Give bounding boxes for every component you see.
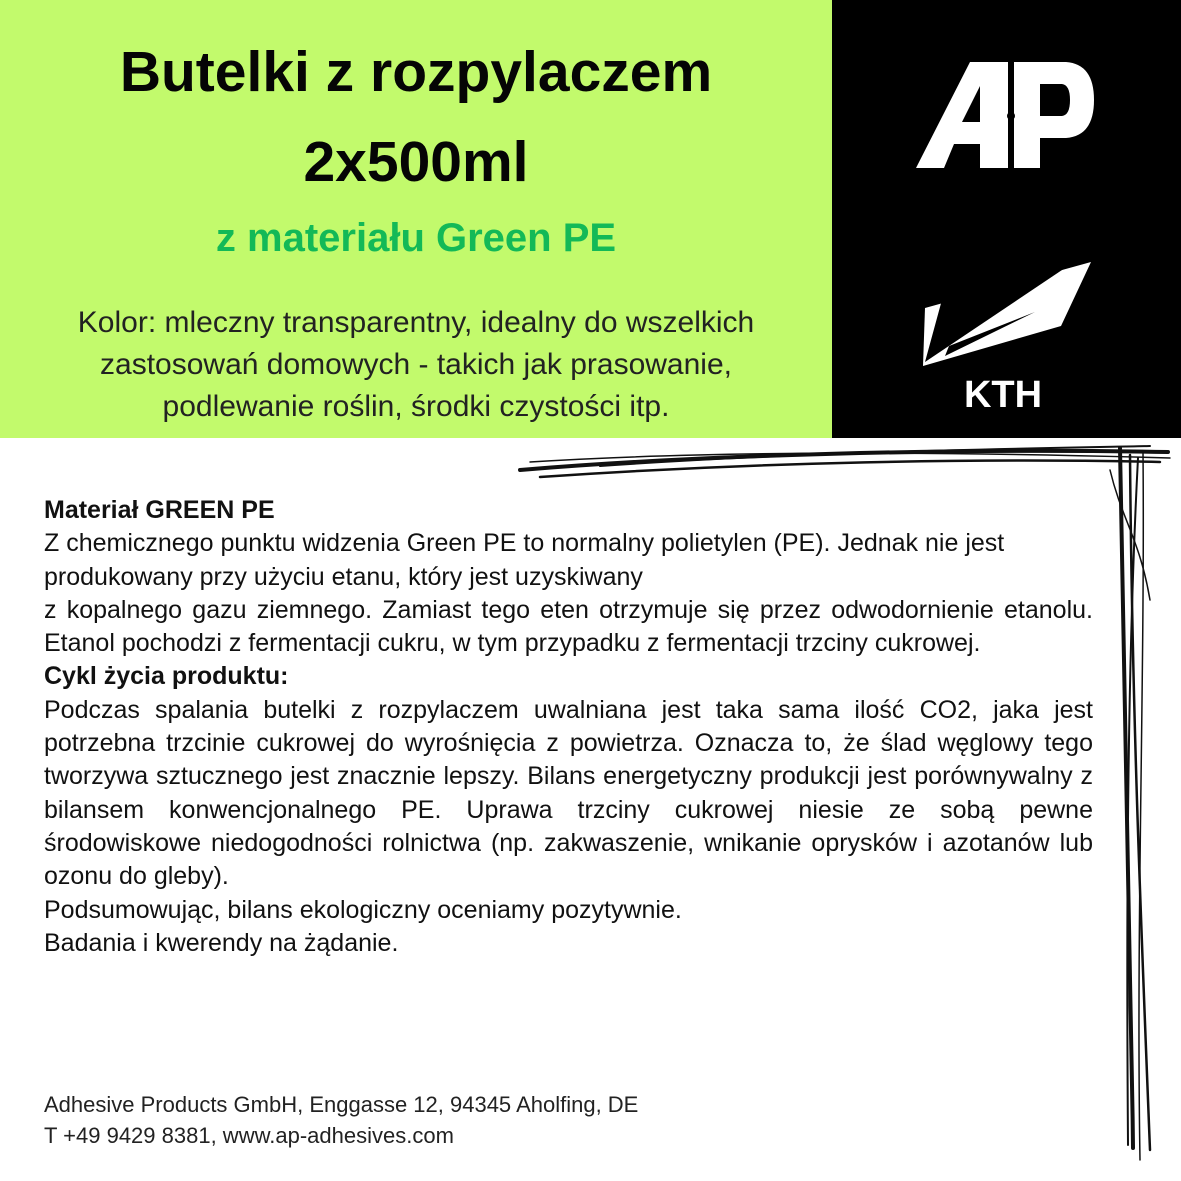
company-address: Adhesive Products GmbH, Enggasse 12, 94345 Aholfing, DE bbox=[44, 1092, 639, 1117]
lifecycle-paragraph-2: Podsumowując, bilans ekologiczny oceniamy pozytywnie. bbox=[44, 895, 682, 924]
lifecycle-heading: Cykl życia produktu: bbox=[44, 662, 289, 691]
material-paragraph-2: z kopalnego gazu ziemnego. Zamiast tego eten otrzymuje się przez odwodornienie etanolu. Etanol pochodzi z fermentacji cukru, w tym przypadku z fermentacji trzciny cukrowej. bbox=[44, 595, 1093, 658]
material-paragraph-1: Z chemicznego punktu widzenia Green PE to normalny polietylen (PE). Jednak nie jest produkowany przy użyciu etanu, który jest uzyskiwany bbox=[44, 529, 1005, 591]
header-panel bbox=[0, 0, 832, 438]
main-content bbox=[44, 494, 1093, 960]
company-contact: T +49 9429 8381, www.ap-adhesives.com bbox=[44, 1123, 454, 1148]
subtitle: z materiału Green PE bbox=[215, 216, 617, 260]
kth-logo-icon bbox=[915, 262, 1095, 412]
footer bbox=[44, 1089, 638, 1151]
ap-logo-icon bbox=[916, 60, 1096, 170]
color-description: Kolor: mleczny transparentny, idealny do wszelkich zastosowań domowych - takich jak prasowanie, podlewanie roślin, środki czystości itp. bbox=[77, 306, 755, 423]
material-heading: Materiał GREEN PE bbox=[44, 496, 275, 524]
title-line-2: 2x500ml bbox=[303, 130, 529, 194]
lifecycle-paragraph-1: Podczas spalania butelki z rozpylaczem uwalniana jest taka sama ilość CO2, jaka jest potrzebna trzcinie cukrowej do wyrośnięcia z powietrza. Oznacza to, że ślad węglowy tego tworzywa sztucznego jest znacznie lepszy. Bilans energetyczny produkcji jest porównywalny z bilansem konwencjonalnego PE. Uprawa trzciny cukrowej niesie ze sobą pewne środowiskowe niedogodności rolnictwa (np. zakwaszenie, wnikanie oprysków i azotanów lub ozonu do gleby). bbox=[44, 695, 1093, 891]
lifecycle-paragraph-3: Badania i kwerendy na żądanie. bbox=[44, 928, 399, 957]
title-line-1: Butelki z rozpylaczem bbox=[119, 40, 713, 104]
kth-logo-text: KTH bbox=[963, 374, 1043, 412]
